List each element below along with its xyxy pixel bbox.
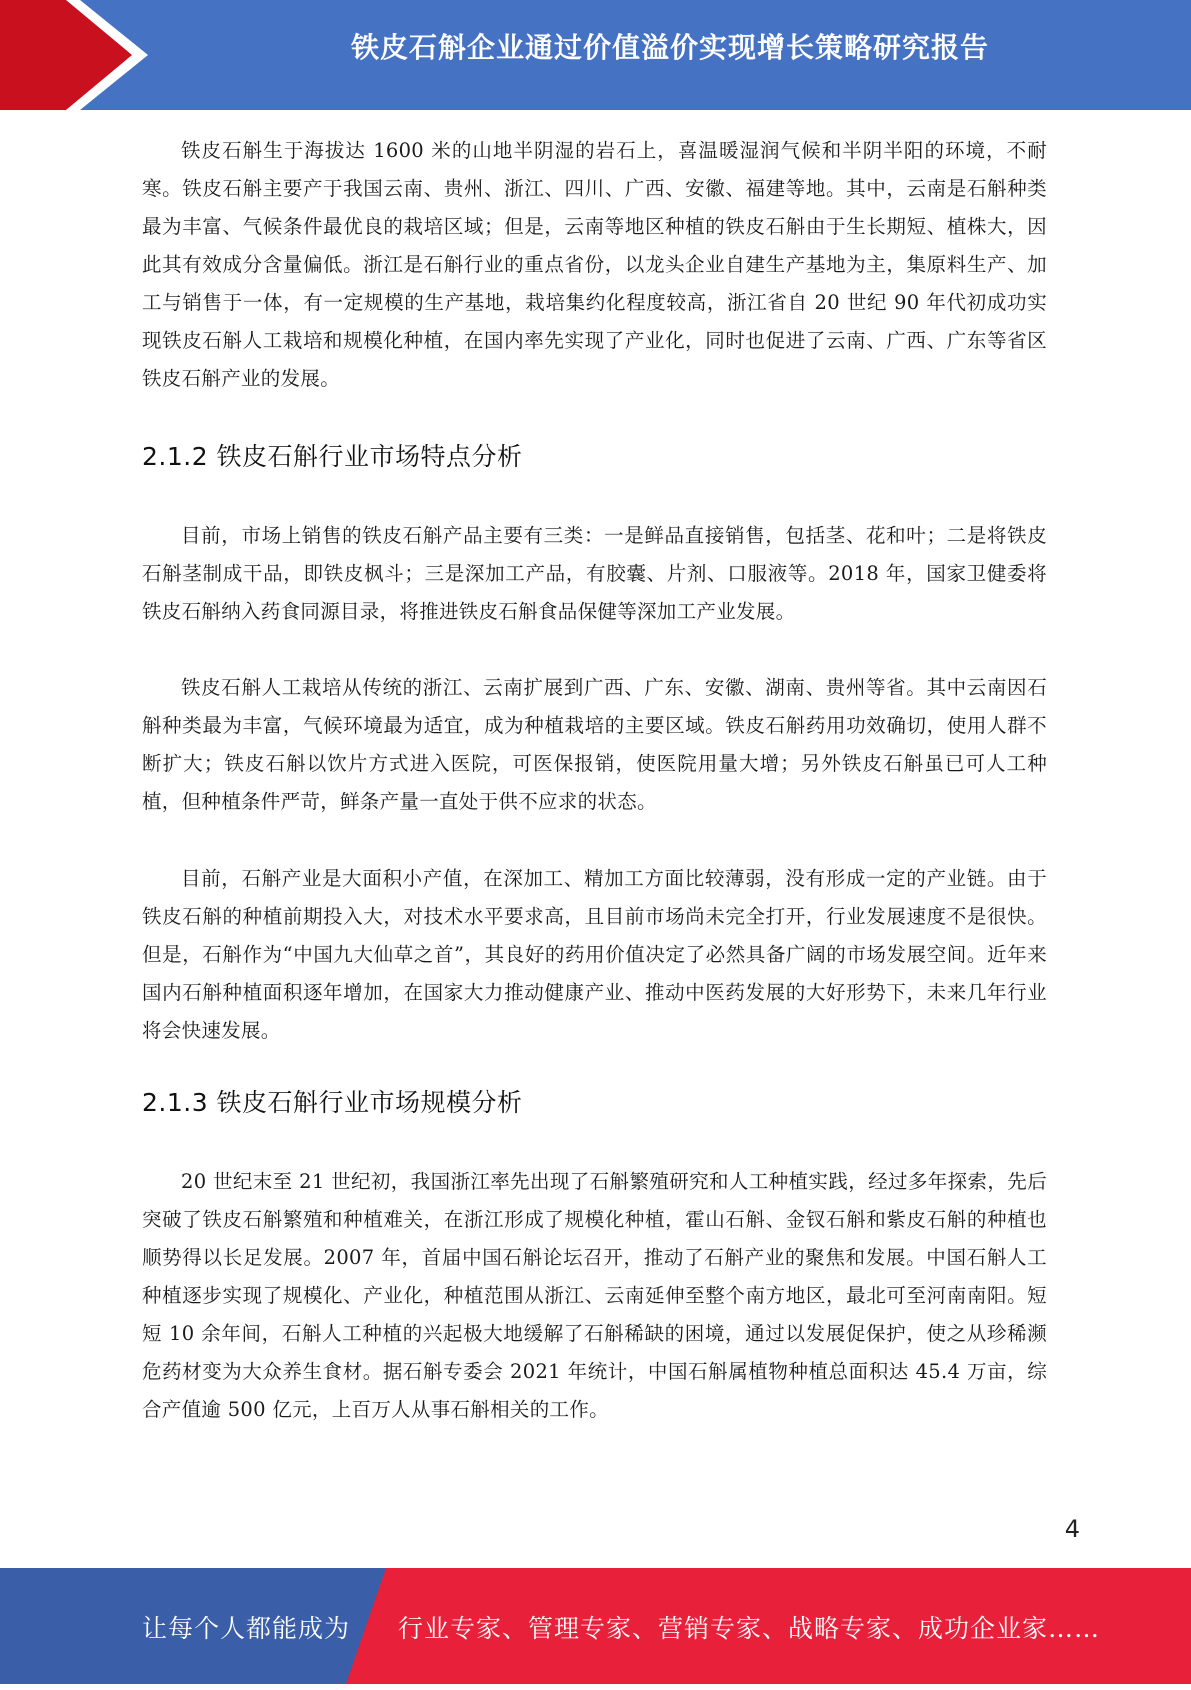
report-title: 铁皮石斛企业通过价值溢价实现增长策略研究报告: [350, 31, 989, 64]
footer-slogan-left: 让每个人都能成为: [142, 1614, 351, 1643]
paragraph-cultivation: 铁皮石斛人工栽培从传统的浙江、云南扩展到广西、广东、安徽、湖南、贵州等省。其中云南因石斛种类最为丰富，气候环境最为适宜，成为种植栽培的主要区域。铁皮石斛药用功效确切，使用人群不断扩大；铁皮石斛以饮片方式进入医院，可医保报销，使医院用量大增；另外铁皮石斛虽已可人工种植，但种植条件严苛，鲜条产量一直处于供不应求的状态。: [142, 676, 1047, 813]
footer-slogan-right: 行业专家、管理专家、营销专家、战略专家、成功企业家……: [398, 1614, 1101, 1643]
page-number: 4: [1064, 1515, 1080, 1543]
paragraph-products: 目前，市场上销售的铁皮石斛产品主要有三类：一是鲜品直接销售，包括茎、花和叶；二是将铁皮石斛茎制成干品，即铁皮枫斗；三是深加工产品，有胶囊、片剂、口服液等。2018 年，国家卫健委将铁皮石斛纳入药食同源目录，将推进铁皮石斛食品保健等深加工产业发展。: [142, 524, 1047, 623]
paragraph-habitat: 铁皮石斛生于海拔达 1600 米的山地半阴湿的岩石上，喜温暖湿润气候和半阴半阳的环境，不耐寒。铁皮石斛主要产于我国云南、贵州、浙江、四川、广西、安徽、福建等地。其中，云南是石斛种类最为丰富、气候条件最优良的栽培区域；但是，云南等地区种植的铁皮石斛由于生长期短、植株大，因此其有效成分含量偏低。浙江是石斛行业的重点省份，以龙头企业自建生产基地为主，集原料生产、加工与销售于一体，有一定规模的生产基地，栽培集约化程度较高，浙江省自 20 世纪 90 年代初成功实现铁皮石斛人工栽培和规模化种植，在国内率先实现了产业化，同时也促进了云南、广西、广东等省区铁皮石斛产业的发展。: [142, 139, 1047, 390]
page-header: [0, 0, 1191, 110]
paragraph-industry-outlook: 目前，石斛产业是大面积小产值，在深加工、精加工方面比较薄弱，没有形成一定的产业链。由于铁皮石斛的种植前期投入大，对技术水平要求高，且目前市场尚未完全打开，行业发展速度不是很快。但是，石斛作为“中国九大仙草之首”，其良好的药用价值决定了必然具备广阔的市场发展空间。近年来国内石斛种植面积逐年增加，在国家大力推动健康产业、推动中医药发展的大好形势下，未来几年行业将会快速发展。: [142, 867, 1047, 1042]
section-heading-2-1-3: 2.1.3 铁皮石斛行业市场规模分析: [142, 1088, 523, 1117]
page-footer: [0, 1568, 1191, 1684]
paragraph-market-scale: 20 世纪末至 21 世纪初，我国浙江率先出现了石斛繁殖研究和人工种植实践，经过多年探索，先后突破了铁皮石斛繁殖和种植难关，在浙江形成了规模化种植，霍山石斛、金钗石斛和紫皮石斛的种植也顺势得以长足发展。2007 年，首届中国石斛论坛召开，推动了石斛产业的聚焦和发展。中国石斛人工种植逐步实现了规模化、产业化，种植范围从浙江、云南延伸至整个南方地区，最北可至河南南阳。短短 10 余年间，石斛人工种植的兴起极大地缓解了石斛稀缺的困境，通过以发展促保护，使之从珍稀濒危药材变为大众养生食材。据石斛专委会 2021 年统计，中国石斛属植物种植总面积达 45.4 万亩，综合产值逾 500 亿元，上百万人从事石斛相关的工作。: [142, 1170, 1047, 1421]
section-heading-2-1-2: 2.1.2 铁皮石斛行业市场特点分析: [142, 442, 523, 471]
